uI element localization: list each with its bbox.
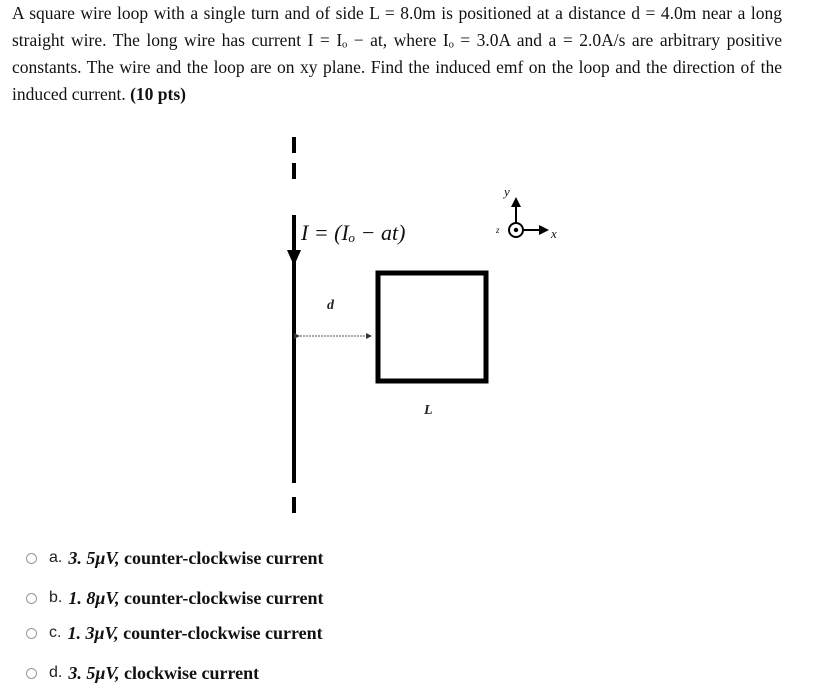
option-d-text: clockwise current (119, 662, 260, 683)
option-a-value: 3. 5μV, (68, 547, 120, 568)
side-label: L (424, 403, 433, 418)
option-b-text: counter-clockwise current (119, 587, 324, 608)
radio-c[interactable] (26, 628, 37, 639)
svg-text:z: z (496, 225, 500, 235)
option-d-letter: d. (49, 664, 63, 681)
square-loop (378, 273, 486, 381)
current-label: I = (Iₒ − at) (301, 220, 406, 245)
distance-label: d (327, 298, 334, 313)
option-a-text: counter-clockwise current (119, 547, 324, 568)
radio-d[interactable] (26, 668, 37, 679)
question-body: A square wire loop with a single turn and of side L = 8.0m is positioned at a distance d = 4.0m near a long straight wire. The long wire has current I = Iₒ − at, where Iₒ = 3.0A and a = 2.0A/s are arbitrary positive constants. The wire and the loop are on xy plane. Find the induced emf on the loop and the direction of the induced current. (12, 3, 782, 104)
current-direction-arrow (287, 250, 301, 266)
option-c[interactable] (26, 620, 323, 646)
option-c-letter: c. (49, 624, 62, 641)
option-a-letter: a. (49, 549, 63, 566)
long-wire (287, 137, 301, 513)
option-c-text: counter-clockwise current (118, 622, 323, 643)
svg-text:x: x (551, 226, 557, 241)
axes-icon (495, 184, 557, 241)
option-d[interactable] (26, 660, 259, 686)
option-b[interactable] (26, 585, 324, 611)
option-d-value: 3. 5μV, (68, 662, 120, 683)
question-points: (10 pts) (130, 84, 186, 104)
radio-b[interactable] (26, 593, 37, 604)
option-c-value: 1. 3μV, (67, 622, 119, 643)
svg-text:y: y (504, 184, 510, 199)
option-a[interactable] (26, 545, 324, 571)
option-b-letter: b. (49, 589, 63, 606)
radio-a[interactable] (26, 553, 37, 564)
option-b-value: 1. 8μV, (68, 587, 120, 608)
